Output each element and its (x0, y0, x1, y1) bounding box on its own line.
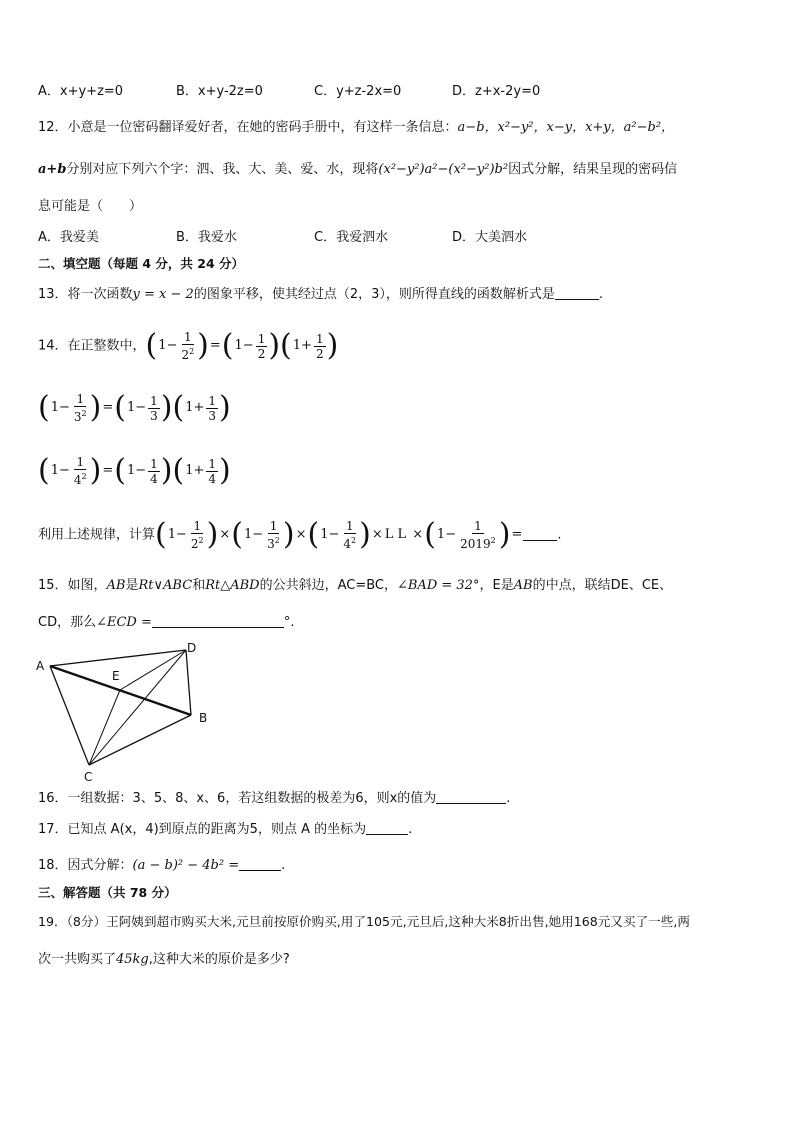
q14-identity-row-1: ( 1− $\frac{1}{2^2}$ ) = ( 1− $\frac{1}{2}$ ) ( 1+ $\frac{1}{2}$ ) (145, 328, 339, 363)
q15-geometry-figure (34, 640, 224, 789)
q19-line-2: 次一共购买了45kg,这种大米的原价是多少? (38, 952, 290, 967)
q12-expr-aplusb: a+b (38, 162, 67, 177)
q13-answer-blank[interactable] (555, 285, 599, 300)
figure-label-d: D (187, 641, 197, 655)
q17-line: 17．已知点 A(x，4)到原点的距离为5，则点 A 的坐标为 . (38, 822, 413, 837)
q11-option-a: A．x+y+z=0 (38, 84, 124, 99)
q14-calc-line (38, 515, 562, 556)
q12-option-a: A．我爱美 (38, 230, 99, 245)
q12-text-1: 12．小意是一位密码翻译爱好者，在她的密码手册中，有这样一条信息： (38, 120, 458, 135)
q18-text: 18．因式分解： (38, 858, 133, 873)
q15-line-1: 15．如图，AB是Rt∨ABC和Rt△ABD的公共斜边，AC=BC，∠BAD = 32°，E是AB的中点，联结DE、CE、 (38, 578, 673, 593)
q13-end: . (598, 287, 603, 302)
q17-text: 17．已知点 A(x，4)到原点的距离为5，则点 A 的坐标为 (38, 822, 367, 837)
q14-line-1 (38, 326, 338, 367)
q15-answer-blank[interactable] (152, 613, 284, 628)
section-solve-heading: 三、解答题（共 78 分） (38, 885, 177, 900)
q14-answer-blank[interactable] (523, 526, 557, 541)
figure-label-a: A (36, 659, 45, 673)
q14-product-expr: ( 1− $\frac{1}{2^2}$ ) × ( 1− $\frac{1}{3^2}$ ) × ( 1− $\frac{1}{4^2}$ ) × L L × ( 1− $\frac{1}{2019^2}$ ) = (155, 517, 523, 552)
q13-line (38, 285, 603, 305)
q19-kg: 45kg (116, 952, 149, 967)
q18-expr: (a − b)² − 4b² = (132, 858, 240, 873)
q15-ab-2: AB (513, 578, 533, 593)
q14-text: 14．在正整数中， (38, 338, 146, 354)
q14-identity-row-2: ( 1− $\frac{1}{3^2}$ ) = ( 1− $\frac{1}{3}$ ) ( 1+ $\frac{1}{3}$ ) (38, 390, 231, 425)
q11-option-d: D．z+x-2y=0 (452, 84, 541, 99)
q13-text-1: 13．将一次函数 (38, 287, 133, 302)
q12-option-b: B．我爱水 (176, 230, 237, 245)
q12-text-2: 分别对应下列六个字：泗、我、大、美、爱、水，现将 (66, 162, 379, 177)
q18-line: 18．因式分解：(a − b)² − 4b² = . (38, 858, 286, 873)
q15-line-2: CD，那么∠ECD = °. (38, 615, 295, 630)
figure-label-c: C (84, 770, 93, 784)
q11-option-c: C．y+z-2x=0 (314, 84, 402, 99)
q13-text-2: 的图象平移，使其经过点（2，3），则所得直线的函数解析式是 (193, 287, 555, 302)
q15-angle-ecd: ∠ECD = (96, 615, 152, 630)
figure-label-e: E (112, 669, 120, 683)
q12-options (38, 228, 590, 248)
q12-expr-factor: (x²−y²)a²−(x²−y²)b² (378, 162, 509, 177)
q14-end: . (557, 527, 562, 543)
q17-answer-blank[interactable] (366, 820, 408, 835)
q12-text-3: 因式分解，结果呈现的密码信 (508, 162, 678, 177)
section-fill-in-heading: 二、填空题（每题 4 分，共 24 分） (38, 256, 245, 271)
q15-rt-abd: Rt△ABD (205, 578, 260, 593)
q19-line-1: 19．（8分）王阿姨到超市购买大米,元旦前按原价购买,用了105元,元旦后,这种大米8折出售,她用168元又买了一些,两 (38, 914, 690, 929)
q12-line-2 (38, 160, 677, 180)
q11-option-b: B．x+y-2z=0 (176, 84, 263, 99)
q15-ab-1: AB (106, 578, 126, 593)
figure-label-b: B (199, 711, 208, 725)
q12-line-3: 息可能是（ ） (38, 199, 143, 214)
q12-expr-list: a−b，x²−y²，x−y，x+y，a²−b²， (457, 120, 675, 135)
q12-option-c: C．我爱泗水 (314, 230, 389, 245)
q18-answer-blank[interactable] (239, 856, 281, 871)
q13-expr: y = x − 2 (132, 287, 194, 302)
q12-line-1 (38, 118, 674, 138)
q11-options (38, 82, 590, 102)
q14-identity-row-3: ( 1− $\frac{1}{4^2}$ ) = ( 1− $\frac{1}{4}$ ) ( 1+ $\frac{1}{4}$ ) (38, 453, 231, 488)
q12-option-d: D．大美泗水 (452, 230, 528, 245)
q16-answer-blank[interactable] (436, 789, 506, 804)
q14-calc-text: 利用上述规律，计算 (38, 527, 156, 543)
q15-angle-bad: ∠BAD = 32° (396, 578, 480, 593)
q15-rt-abc: Rt∨ABC (138, 578, 193, 593)
q16-text: 16．一组数据：3、5、8、x、6，若这组数据的极差为6，则x的值为 (38, 791, 437, 806)
q16-line: 16．一组数据：3、5、8、x、6，若这组数据的极差为6，则x的值为 . (38, 791, 511, 806)
